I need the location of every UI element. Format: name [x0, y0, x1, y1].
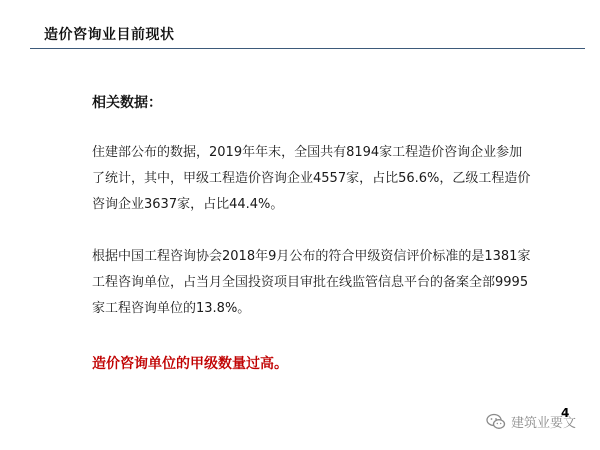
slide-title: 造价咨询业目前现状: [44, 27, 175, 43]
title-divider: [30, 48, 585, 49]
watermark: [486, 412, 576, 431]
watermark-text: 建筑业要文: [511, 416, 577, 431]
paragraph-statistics-2018: 根据中国工程咨询协会2018年9月公布的符合甲级资信评价标准的是1381家工程咨询单位，占当月全国投资项目审批在线监管信息平台的备案全部9995家工程咨询单位的13.8%。: [92, 249, 531, 316]
wechat-icon: [486, 413, 506, 431]
paragraph-statistics-2019: 住建部公布的数据，2019年年末，全国共有8194家工程造价咨询企业参加了统计，其中，甲级工程造价咨询企业4557家，占比56.6%，乙级工程造价咨询企业3637家，占比44.4%。: [92, 145, 531, 212]
section-heading: 相关数据：: [92, 95, 162, 111]
page-number: 4: [561, 406, 570, 420]
conclusion-text: 造价咨询单位的甲级数量过高。: [92, 356, 288, 372]
